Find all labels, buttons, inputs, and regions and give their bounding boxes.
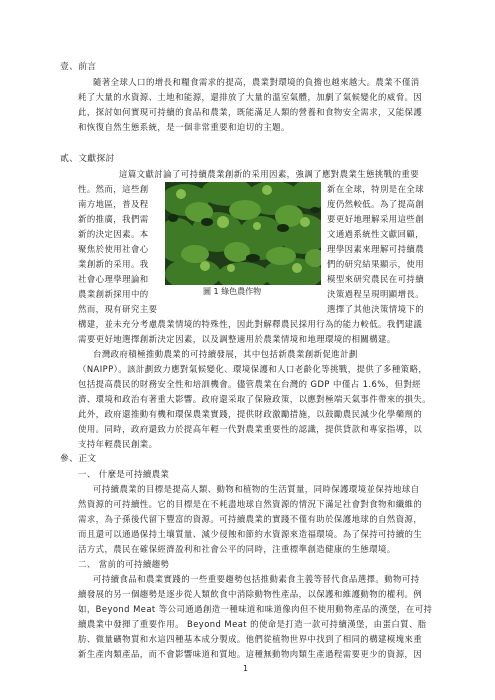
wrap-line-right: 選擇了其他決策情境下的 xyxy=(327,304,425,314)
paragraph-line: 新生產肉類產品，而不會影響味道和質地。這種無動物肉類生產過程需要更少的資源，因 xyxy=(78,649,423,659)
wrap-line-right: 決策過程呈現明顯增長。 xyxy=(327,289,425,299)
wrap-line-right: 們的研究結果顯示，使用 xyxy=(327,259,425,269)
wrap-line-left: 性。然而，這些創 xyxy=(78,184,149,194)
section-heading-body: 參、正文 xyxy=(60,454,97,464)
paragraph-line: 續農業中發揮了重要作用。 Beyond Meat 的使命是打造一款可持續漢堡，由蛋白質、脂 xyxy=(78,619,427,629)
paragraph-line: 此，探討如何實現可持續的食品和農業，既能滿足人類的營養和食物安全需求，又能保護 xyxy=(78,107,423,117)
paragraph-line: 濟、環境和政治有著重大影響。政府還采取了保險政策，以應對極端天氣事件帶來的損失。 xyxy=(78,394,431,404)
paragraph-line: 需求，為子孫後代留下豐富的資源。可持續農業的實踐不僅有助於保護地球的自然資源， xyxy=(78,514,423,524)
paragraph-line: 耗了大量的水資源、土地和能源，還排放了大量的溫室氣體，加劇了氣候變化的威脅。因 xyxy=(78,92,423,102)
paragraph-line: 和恢復自然生態系統，是一個非常重要和迫切的主題。 xyxy=(78,122,290,132)
wrap-line-right: 模型來研究農民在可持續 xyxy=(327,274,425,284)
section-heading-literature: 貳、文獻探討 xyxy=(60,154,115,164)
wrap-line-left: 然而，現有研究主要 xyxy=(78,304,158,314)
wrap-line-left: 業創新的采用。我 xyxy=(78,259,149,269)
paragraph-line: 隨著全球人口的增長和糧食需求的提高，農業對環境的負擔也越來越大。農業不僅消 xyxy=(93,77,420,87)
wrap-line-right: 理學因素來理解可持續農 xyxy=(327,244,425,254)
paragraph-line: 然資源的可持續性。它的目標是在不耗盡地球自然資源的情況下滿足社會對食物和纖維的 xyxy=(78,499,423,509)
paragraph-line: 構建，並未充分考慮農業情境的特殊性，因此對解釋農民採用行為的能力較低。我們建議 xyxy=(78,319,423,329)
subheading-current-trends: 二、 當前的可持續趨勢 xyxy=(78,559,170,569)
wrap-line-left: 南方地區，普及程 xyxy=(78,199,149,209)
wrap-line-right: 要更好地理解采用這些創 xyxy=(327,214,425,224)
paragraph-line: 支持年輕農民創業。 xyxy=(78,439,158,449)
paragraph-line: 而且還可以通過保持土壤質量、減少侵蝕和節約水資源來造福環境。為了保持可持續的生 xyxy=(78,529,423,539)
paragraph-line: （NAIPP）。該計劃致力應對氣候變化、環境保護和人口老齡化等挑戰，提供了多種策略， xyxy=(78,364,428,374)
paragraph-line: 肪、微量礦物質和水這四種基本成分製成。他們從植物世界中找到了相同的構建模塊來重 xyxy=(78,634,423,644)
figure-caption: 圖 1 綠色農作物 xyxy=(203,287,262,296)
paragraph-line: 可持續農業的目標是提高人類、動物和植物的生活質量，同時保護環境並保持地球自 xyxy=(93,484,420,494)
wrap-line-left: 新的決定因素。本 xyxy=(78,229,149,239)
wrap-line-left: 聚焦於使用社會心 xyxy=(78,244,149,254)
paragraph-line: 可持續食品和農業實踐的一些重要趨勢包括推動素食主義等替代食品選擇。動物可持 xyxy=(93,574,420,584)
paragraph-line: 這篇文獻討論了可持續農業創新的采用因素，強調了應對農業生態挑戰的重要 xyxy=(119,169,420,179)
wrap-line-right: 文通過系統性文獻回顧， xyxy=(327,229,425,239)
paragraph-line: 此外，政府還推動有機和環保農業實踐，提供財政激勵措施，以鼓勵農民減少化學藥劑的 xyxy=(78,409,423,419)
section-heading-intro: 壹、前言 xyxy=(60,62,97,72)
paragraph-line: 台灣政府積極推動農業的可持續發展，其中包括新農業創新促進計劃 xyxy=(93,349,358,359)
wrap-line-left: 社會心理學理論和 xyxy=(78,274,149,284)
paragraph-line: 包括提高農民的財務安全性和培訓機會。儘管農業在台灣的 GDP 中僅占 1.6%，但對經 xyxy=(78,379,421,389)
paragraph-line: 續發展的另一個趨勢是逐步從人類飲食中消除動物性產品，以保護和維護動物的權利。例 xyxy=(78,589,423,599)
wrap-line-right: 新在全球，特別是在全球 xyxy=(327,184,425,194)
wrap-line-left: 農業創新採用中的 xyxy=(78,289,149,299)
subheading-sustainable-agriculture: 一、 什麼是可持續農業 xyxy=(78,469,170,479)
page-number: 1 xyxy=(243,664,249,673)
kale-crop-photo xyxy=(165,182,321,285)
wrap-line-left: 新的推廣，我們需 xyxy=(78,214,149,224)
paragraph-line: 需要更好地選擇創新決定因素，以及調整適用於農業情境和地理環境的相關構建。 xyxy=(78,334,396,344)
wrap-line-right: 度仍然較低。為了提高創 xyxy=(327,199,425,209)
paragraph-line: 活方式，農民在確保經濟盈利和社會公平的同時，注重標準創造健康的生態環境。 xyxy=(78,544,396,554)
paragraph-line: 如，Beyond Meat 等公司通過創造一種味道和味道像肉但不使用動物產品的漢堡，在可持 xyxy=(78,604,433,614)
paragraph-line: 使用。同時，政府還致力於提高年輕一代對農業重要性的認識，提供貸款和專家指導，以 xyxy=(78,424,423,434)
